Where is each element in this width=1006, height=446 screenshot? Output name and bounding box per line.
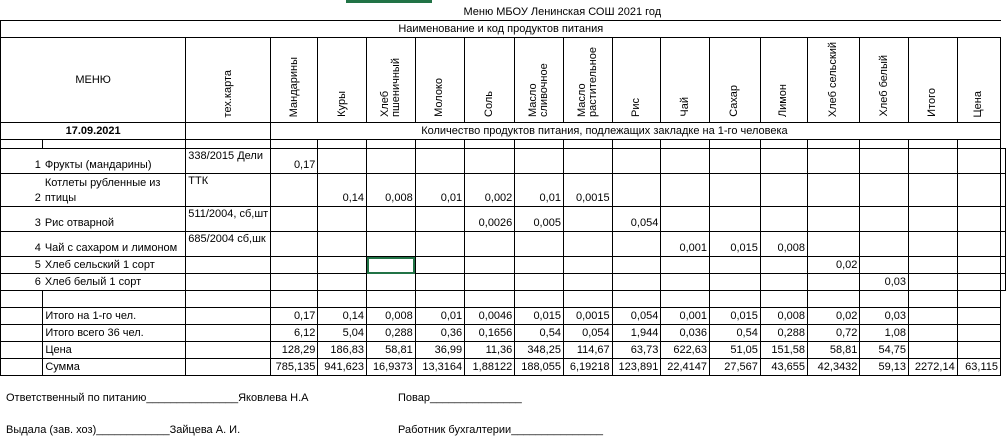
total-cell[interactable]: 6,12 — [271, 325, 318, 342]
total-cell[interactable]: 42,3432 — [808, 359, 860, 376]
total-cell[interactable]: 6,19218 — [563, 359, 612, 376]
quantity-cell[interactable] — [612, 257, 661, 274]
total-cell[interactable]: 54,75 — [860, 342, 909, 359]
cell[interactable] — [860, 291, 909, 308]
column-header[interactable] — [186, 38, 271, 123]
column-header[interactable] — [515, 38, 564, 123]
quantity-cell[interactable] — [808, 149, 860, 174]
header-row — [1, 38, 1006, 123]
quantity-cell[interactable] — [465, 257, 515, 274]
totals-label[interactable]: Цена — [43, 342, 186, 359]
quantity-cell[interactable]: 0,002 — [465, 174, 515, 207]
total-cell[interactable]: 0,288 — [760, 325, 807, 342]
total-cell[interactable]: 1,08 — [860, 325, 909, 342]
column-header-label: Куры — [335, 91, 348, 117]
qty-caption[interactable]: Количество продуктов питания, подлежащих закладке на 1-го человека — [271, 123, 1001, 140]
menu-date[interactable]: 17.09.2021 — [1, 123, 186, 140]
column-header-label: Соль — [483, 91, 496, 117]
column-header-label: Цена — [972, 90, 985, 117]
total-cell[interactable]: 58,81 — [808, 342, 860, 359]
quantity-cell[interactable] — [1001, 274, 1006, 291]
spacer-row — [1, 291, 1006, 308]
quantity-cell[interactable] — [465, 274, 515, 291]
quantity-cell[interactable] — [808, 232, 860, 257]
cell[interactable] — [271, 291, 318, 308]
cell[interactable] — [661, 291, 710, 308]
quantity-cell[interactable]: 0,03 — [860, 274, 909, 291]
total-cell[interactable]: 36,99 — [415, 342, 464, 359]
column-header-label: Масло сливочное — [527, 63, 551, 117]
row-number[interactable]: 2 — [1, 174, 43, 207]
cell[interactable] — [465, 291, 515, 308]
total-cell[interactable]: 1,944 — [612, 325, 661, 342]
quantity-cell[interactable] — [271, 257, 318, 274]
total-cell[interactable]: 1,88122 — [465, 359, 515, 376]
quantity-cell[interactable]: 0,17 — [271, 149, 318, 174]
column-header-label: тех.карта — [221, 69, 234, 117]
cell[interactable] — [760, 140, 807, 149]
quantity-cell[interactable] — [612, 274, 661, 291]
total-cell[interactable]: 13,3164 — [415, 359, 464, 376]
column-header-label: Мандарины — [287, 56, 300, 117]
date-row — [1, 123, 1006, 140]
cell[interactable] — [186, 359, 271, 376]
column-header[interactable] — [612, 38, 661, 123]
total-cell[interactable] — [957, 342, 1000, 359]
column-header-label: Чай — [678, 97, 691, 117]
total-cell[interactable] — [909, 342, 958, 359]
quantity-cell[interactable] — [563, 207, 612, 232]
quantity-cell[interactable] — [909, 257, 958, 274]
cell[interactable] — [186, 308, 271, 325]
column-header[interactable] — [367, 38, 416, 123]
cell[interactable] — [318, 291, 367, 308]
table-row — [1, 207, 1006, 232]
total-cell[interactable]: 0,288 — [367, 325, 416, 342]
column-header-label: Рис — [629, 98, 642, 117]
total-cell[interactable]: 0,72 — [808, 325, 860, 342]
cell[interactable] — [415, 291, 464, 308]
quantity-cell[interactable] — [271, 232, 318, 257]
total-cell[interactable]: 2272,14 — [909, 359, 958, 376]
quantity-cell[interactable] — [661, 274, 710, 291]
total-cell[interactable]: 0,54 — [515, 325, 564, 342]
products-caption[interactable]: Наименование и код продуктов питания — [1, 21, 1001, 38]
cell[interactable] — [709, 140, 760, 149]
quantity-cell[interactable] — [909, 149, 958, 174]
quantity-cell[interactable] — [957, 232, 1000, 257]
quantity-cell[interactable] — [909, 174, 958, 207]
quantity-cell[interactable] — [760, 149, 807, 174]
cell[interactable] — [43, 140, 186, 149]
quantity-cell[interactable] — [860, 207, 909, 232]
sheet-title[interactable]: Меню МБОУ Ленинская СОШ 2021 год — [463, 6, 662, 18]
quantity-cell[interactable] — [465, 232, 515, 257]
cook-signature: Повар_______________ — [398, 392, 522, 404]
table-row — [1, 274, 1006, 291]
quantity-cell[interactable] — [957, 274, 1000, 291]
quantity-cell[interactable] — [367, 274, 416, 291]
total-cell[interactable]: 0,015 — [515, 308, 564, 325]
row-number[interactable]: 6 — [1, 274, 43, 291]
cell[interactable] — [612, 291, 661, 308]
cell[interactable] — [909, 140, 958, 149]
active-column-indicator — [346, 0, 432, 3]
quantity-cell[interactable] — [760, 274, 807, 291]
total-cell[interactable]: 0,1656 — [465, 325, 515, 342]
total-cell[interactable]: 22,4147 — [661, 359, 710, 376]
quantity-cell[interactable]: 0,0015 — [563, 174, 612, 207]
total-cell[interactable]: 63,115 — [957, 359, 1000, 376]
row-number[interactable]: 5 — [1, 257, 43, 274]
tech-card[interactable]: ТТК — [186, 174, 271, 207]
total-cell[interactable]: 0,36 — [415, 325, 464, 342]
quantity-cell[interactable] — [860, 174, 909, 207]
quantity-cell[interactable] — [957, 257, 1000, 274]
totals-label[interactable]: Сумма — [43, 359, 186, 376]
column-header[interactable] — [563, 38, 612, 123]
totals-row — [1, 342, 1006, 359]
quantity-cell[interactable] — [1001, 207, 1006, 232]
cell[interactable] — [957, 291, 1000, 308]
total-cell[interactable]: 188,055 — [515, 359, 564, 376]
cell[interactable] — [1, 359, 43, 376]
quantity-cell[interactable] — [909, 274, 958, 291]
quantity-cell[interactable] — [909, 207, 958, 232]
spacer-row — [1, 140, 1006, 149]
cell[interactable] — [1, 140, 43, 149]
table-row — [1, 149, 1006, 174]
quantity-cell[interactable]: 0,054 — [612, 207, 661, 232]
quantity-cell[interactable]: 0,015 — [709, 232, 760, 257]
total-cell[interactable]: 128,29 — [271, 342, 318, 359]
row-number[interactable]: 3 — [1, 207, 43, 232]
total-cell[interactable]: 622,63 — [661, 342, 710, 359]
quantity-cell[interactable] — [661, 257, 710, 274]
quantity-cell[interactable] — [957, 207, 1000, 232]
quantity-cell[interactable] — [563, 232, 612, 257]
cell[interactable] — [957, 140, 1000, 149]
total-cell[interactable]: 0,01 — [415, 308, 464, 325]
quantity-cell[interactable] — [515, 257, 564, 274]
quantity-cell[interactable] — [318, 149, 367, 174]
dish-name[interactable]: Хлеб сельский 1 сорт — [43, 257, 186, 274]
totals-row — [1, 359, 1006, 376]
quantity-cell[interactable] — [1001, 174, 1006, 207]
menu-table — [0, 4, 1006, 376]
totals-row — [1, 325, 1006, 342]
total-cell[interactable] — [957, 325, 1000, 342]
quantity-cell[interactable] — [709, 274, 760, 291]
cell[interactable] — [318, 140, 367, 149]
accounting-signature: Работник бухгалтерии_______________ — [398, 424, 603, 436]
total-cell[interactable]: 43,655 — [760, 359, 807, 376]
row-number[interactable]: 4 — [1, 232, 43, 257]
total-cell[interactable]: 27,567 — [709, 359, 760, 376]
column-header-label: Масло растительное — [575, 46, 599, 117]
quantity-cell[interactable]: 0,001 — [661, 232, 710, 257]
row-number[interactable]: 1 — [1, 149, 43, 174]
total-cell[interactable]: 941,623 — [318, 359, 367, 376]
quantity-cell[interactable] — [1001, 257, 1006, 274]
quantity-cell[interactable]: 0,008 — [367, 174, 416, 207]
quantity-cell[interactable] — [515, 149, 564, 174]
title-row — [1, 4, 1006, 21]
table-row — [1, 257, 1006, 274]
issued-signature: Выдала (зав. хоз)____________Зайцева А. И. — [6, 424, 241, 436]
dish-name[interactable]: Хлеб белый 1 сорт — [43, 274, 186, 291]
quantity-cell[interactable] — [415, 232, 464, 257]
total-cell[interactable]: 114,67 — [563, 342, 612, 359]
quantity-cell[interactable] — [808, 274, 860, 291]
column-header-label: Хлеб белый — [877, 55, 890, 117]
quantity-cell[interactable] — [415, 149, 464, 174]
quantity-cell[interactable] — [415, 274, 464, 291]
quantity-cell[interactable] — [415, 207, 464, 232]
quantity-cell[interactable] — [661, 207, 710, 232]
quantity-cell[interactable] — [957, 149, 1000, 174]
cell[interactable] — [515, 140, 564, 149]
quantity-cell[interactable] — [808, 174, 860, 207]
quantity-cell[interactable] — [808, 207, 860, 232]
total-cell[interactable]: 348,25 — [515, 342, 564, 359]
cell[interactable] — [661, 140, 710, 149]
cell[interactable] — [43, 291, 186, 308]
column-header-label: Хлеб сельский — [827, 41, 840, 117]
column-header[interactable] — [661, 38, 710, 123]
tech-card[interactable]: 338/2015 Дели — [186, 149, 271, 174]
cell[interactable] — [1, 308, 43, 325]
cell[interactable] — [612, 140, 661, 149]
total-cell[interactable]: 785,135 — [271, 359, 318, 376]
quantity-cell[interactable] — [760, 257, 807, 274]
quantity-cell[interactable] — [318, 232, 367, 257]
quantity-cell[interactable] — [709, 174, 760, 207]
quantity-cell[interactable]: 0,005 — [515, 207, 564, 232]
quantity-cell[interactable] — [367, 232, 416, 257]
quantity-cell[interactable] — [563, 257, 612, 274]
quantity-cell[interactable] — [612, 149, 661, 174]
column-header-label: Сахар — [728, 85, 741, 117]
cell[interactable] — [1, 325, 43, 342]
cell[interactable] — [760, 291, 807, 308]
quantity-cell[interactable]: 0,0026 — [465, 207, 515, 232]
quantity-cell[interactable] — [367, 207, 416, 232]
cell[interactable] — [808, 140, 860, 149]
total-cell[interactable]: 0,008 — [367, 308, 416, 325]
quantity-cell[interactable] — [318, 257, 367, 274]
quantity-cell[interactable] — [760, 174, 807, 207]
total-cell[interactable]: 0,17 — [271, 308, 318, 325]
table-row — [1, 174, 1006, 207]
quantity-cell[interactable] — [563, 274, 612, 291]
total-cell[interactable]: 0,14 — [318, 308, 367, 325]
column-header-label: Итого — [926, 88, 939, 117]
cell[interactable] — [367, 140, 416, 149]
quantity-cell[interactable] — [515, 232, 564, 257]
quantity-cell[interactable] — [709, 207, 760, 232]
table-row — [1, 232, 1006, 257]
column-header[interactable] — [415, 38, 464, 123]
total-cell[interactable] — [909, 325, 958, 342]
total-cell[interactable]: 0,001 — [661, 308, 710, 325]
column-header[interactable] — [465, 38, 515, 123]
quantity-cell[interactable] — [661, 149, 710, 174]
dish-name[interactable]: Фрукты (мандарины) — [43, 149, 186, 174]
quantity-cell[interactable] — [367, 149, 416, 174]
total-cell[interactable]: 0,02 — [808, 308, 860, 325]
cell[interactable] — [186, 140, 271, 149]
cell[interactable] — [1, 342, 43, 359]
column-header[interactable] — [709, 38, 760, 123]
total-cell[interactable]: 0,008 — [760, 308, 807, 325]
total-cell[interactable]: 51,05 — [709, 342, 760, 359]
column-header-label: Молоко — [433, 78, 446, 117]
total-cell[interactable]: 11,36 — [465, 342, 515, 359]
totals-label[interactable]: Итого на 1-го чел. — [43, 308, 186, 325]
total-cell[interactable]: 0,0015 — [563, 308, 612, 325]
quantity-cell[interactable] — [318, 207, 367, 232]
cell[interactable] — [515, 291, 564, 308]
quantity-cell[interactable]: 0,14 — [318, 174, 367, 207]
responsible-signature: Ответственный по питанию_______________Яковлева Н.А — [6, 392, 309, 404]
cell[interactable] — [186, 291, 271, 308]
column-header[interactable] — [860, 38, 909, 123]
cell[interactable] — [563, 140, 612, 149]
cell[interactable] — [367, 291, 416, 308]
quantity-cell[interactable]: 0,01 — [415, 174, 464, 207]
quantity-cell[interactable]: 0,01 — [515, 174, 564, 207]
column-header-label: Хлеб пшеничный — [378, 58, 402, 117]
subtitle-row — [1, 21, 1006, 38]
quantity-cell[interactable] — [367, 257, 416, 274]
column-header[interactable] — [909, 38, 958, 123]
column-header[interactable] — [957, 38, 1000, 123]
total-cell[interactable]: 0,54 — [709, 325, 760, 342]
total-cell[interactable]: 0,015 — [709, 308, 760, 325]
quantity-cell[interactable] — [1001, 232, 1006, 257]
totals-label[interactable]: Итого всего 36 чел. — [43, 325, 186, 342]
totals-row — [1, 308, 1006, 325]
total-cell[interactable] — [957, 308, 1000, 325]
quantity-cell[interactable] — [271, 207, 318, 232]
tech-card[interactable]: 511/2004, сб,шт — [186, 207, 271, 232]
dish-name[interactable]: Рис отварной — [43, 207, 186, 232]
cell[interactable] — [465, 140, 515, 149]
quantity-cell[interactable] — [709, 257, 760, 274]
cell[interactable] — [909, 291, 958, 308]
quantity-cell[interactable] — [760, 207, 807, 232]
total-cell[interactable]: 0,054 — [563, 325, 612, 342]
column-header[interactable] — [808, 38, 860, 123]
cell[interactable] — [271, 140, 318, 149]
menu-header[interactable]: МЕНЮ — [1, 38, 186, 123]
quantity-cell[interactable] — [612, 174, 661, 207]
cell[interactable] — [1, 291, 43, 308]
total-cell[interactable]: 5,04 — [318, 325, 367, 342]
total-cell[interactable]: 59,13 — [860, 359, 909, 376]
quantity-cell[interactable]: 0,02 — [808, 257, 860, 274]
cell[interactable] — [186, 325, 271, 342]
total-cell[interactable]: 151,58 — [760, 342, 807, 359]
quantity-cell[interactable] — [957, 174, 1000, 207]
column-header-label: Лимон — [777, 83, 790, 117]
total-cell[interactable]: 58,81 — [367, 342, 416, 359]
total-cell[interactable]: 16,9373 — [367, 359, 416, 376]
quantity-cell[interactable] — [563, 149, 612, 174]
total-cell[interactable]: 63,73 — [612, 342, 661, 359]
quantity-cell[interactable] — [709, 149, 760, 174]
column-header[interactable] — [318, 38, 367, 123]
column-header[interactable] — [760, 38, 807, 123]
quantity-cell[interactable] — [465, 149, 515, 174]
cell[interactable] — [563, 291, 612, 308]
cell[interactable] — [808, 291, 860, 308]
quantity-cell[interactable] — [318, 274, 367, 291]
quantity-cell[interactable] — [860, 149, 909, 174]
quantity-cell[interactable] — [860, 257, 909, 274]
cell[interactable] — [415, 140, 464, 149]
total-cell[interactable]: 0,054 — [612, 308, 661, 325]
quantity-cell[interactable] — [271, 174, 318, 207]
quantity-cell[interactable] — [1001, 149, 1006, 174]
quantity-cell[interactable] — [271, 274, 318, 291]
quantity-cell[interactable] — [415, 257, 464, 274]
cell[interactable] — [860, 140, 909, 149]
quantity-cell[interactable] — [515, 274, 564, 291]
quantity-cell[interactable] — [612, 232, 661, 257]
tech-card[interactable]: 685/2004 сб,шк — [186, 232, 271, 257]
quantity-cell[interactable]: 0,008 — [760, 232, 807, 257]
total-cell[interactable]: 123,891 — [612, 359, 661, 376]
total-cell[interactable]: 0,0046 — [465, 308, 515, 325]
quantity-cell[interactable] — [909, 232, 958, 257]
cell[interactable] — [186, 342, 271, 359]
dish-name[interactable]: Чай с сахаром и лимоном — [43, 232, 186, 257]
quantity-cell[interactable] — [860, 232, 909, 257]
dish-name[interactable]: Котлеты рубленные из птицы — [43, 174, 186, 207]
total-cell[interactable]: 0,03 — [860, 308, 909, 325]
cell[interactable] — [709, 291, 760, 308]
tech-card[interactable] — [186, 257, 271, 274]
total-cell[interactable]: 186,83 — [318, 342, 367, 359]
quantity-cell[interactable] — [661, 174, 710, 207]
tech-card[interactable] — [186, 274, 271, 291]
column-header[interactable] — [271, 38, 318, 123]
total-cell[interactable] — [909, 308, 958, 325]
total-cell[interactable]: 0,036 — [661, 325, 710, 342]
